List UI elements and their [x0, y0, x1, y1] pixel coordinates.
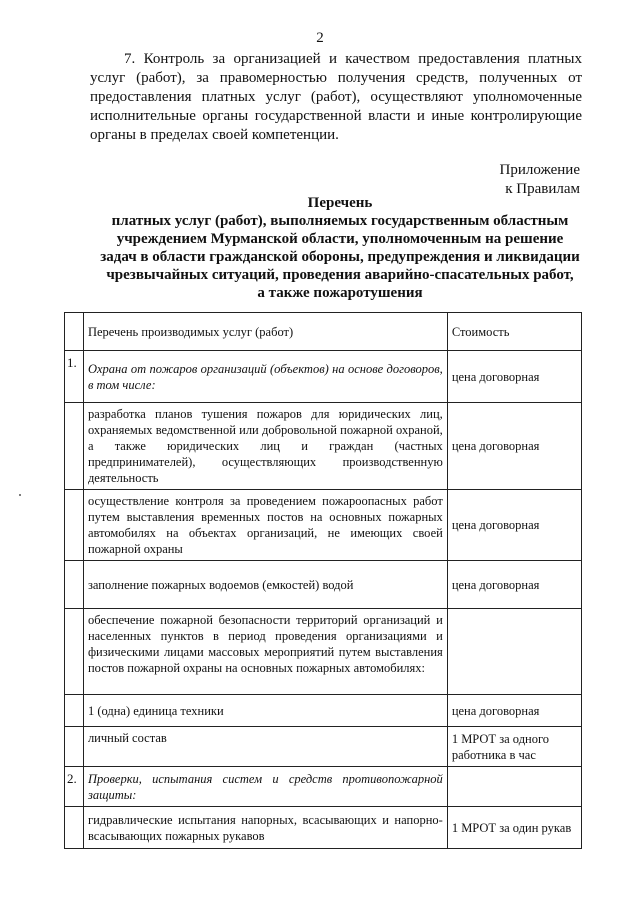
heading-line-2: платных услуг (работ), выполняемых государственным областным	[111, 213, 569, 229]
table-row	[65, 351, 582, 403]
table-row	[65, 767, 582, 807]
row-num-cell: 2.	[65, 767, 84, 807]
table-row	[65, 561, 582, 609]
table-row	[65, 695, 582, 727]
table-row	[65, 490, 582, 561]
table-row	[65, 403, 582, 490]
row-price-cell	[447, 609, 581, 695]
row-service-cell: 1 (одна) единица техники	[83, 695, 447, 727]
row-num-cell: 1.	[65, 351, 84, 403]
row-service-cell: осуществление контроля за проведением пожароопасных работ путем выставления временных постов на основных пожарных автомобилях на объектах организаций, не имеющих своей пожарной охраны	[83, 490, 447, 561]
row-price-cell: цена договорная	[447, 351, 581, 403]
heading-line-6: а также пожаротушения	[257, 285, 423, 301]
list-heading	[60, 194, 620, 302]
heading-line-1: Перечень	[307, 195, 373, 211]
table-row	[65, 609, 582, 695]
header-price-cell: Стоимость	[447, 313, 581, 351]
row-service-cell: обеспечение пожарной безопасности территорий организаций и населенных пунктов в период проведения организациями и физическими лицами массовых мероприятий путем выставления постов пожарной охраны на основных пожарных автомобилях:	[83, 609, 447, 695]
services-table	[64, 312, 582, 849]
table-row	[65, 727, 582, 767]
row-service-cell: гидравлические испытания напорных, всасывающих и напорно-всасывающих пожарных рукавов	[83, 807, 447, 849]
row-num-cell	[65, 403, 84, 490]
header-num-cell	[65, 313, 84, 351]
row-service-cell: Проверки, испытания систем и средств противопожарной защиты:	[83, 767, 447, 807]
paragraph-7: 7. Контроль за организацией и качеством предоставления платных услуг (работ), за правомерностью получения средств, полученных от предоставления платных услуг (работ), осуществляют уполномоченные исполнительные органы государственной власти и иные контролирующие органы в пределах своей компетенции.	[90, 51, 582, 143]
row-num-cell	[65, 695, 84, 727]
row-num-cell	[65, 490, 84, 561]
row-num-cell	[65, 561, 84, 609]
heading-line-5: чрезвычайных ситуаций, проведения аварийно-спасательных работ,	[106, 267, 574, 283]
header-service-cell: Перечень производимых услуг (работ)	[83, 313, 447, 351]
table-header-row	[65, 313, 582, 351]
scan-speck	[19, 494, 21, 496]
heading-line-4: задач в области гражданской обороны, предупреждения и ликвидации	[100, 249, 580, 265]
row-service-cell: личный состав	[83, 727, 447, 767]
row-service-cell: разработка планов тушения пожаров для юридических лиц, охраняемых ведомственной или добровольной пожарной охраной, а также юридических лиц и граждан (частных предпринимателей), осуществляющих производственную деятельность	[83, 403, 447, 490]
row-service-cell: Охрана от пожаров организаций (объектов) на основе договоров, в том числе:	[83, 351, 447, 403]
row-price-cell: 1 МРОТ за одного работника в час	[447, 727, 581, 767]
row-num-cell	[65, 727, 84, 767]
row-num-cell	[65, 609, 84, 695]
table-row	[65, 807, 582, 849]
row-service-cell: заполнение пожарных водоемов (емкостей) водой	[83, 561, 447, 609]
page-number: 2	[316, 30, 324, 46]
appendix-line-1: Приложение	[499, 162, 580, 178]
row-price-cell: цена договорная	[447, 561, 581, 609]
row-price-cell: цена договорная	[447, 490, 581, 561]
row-price-cell: цена договорная	[447, 403, 581, 490]
row-price-cell	[447, 767, 581, 807]
row-num-cell	[65, 807, 84, 849]
appendix-line-2: к Правилам	[505, 181, 580, 197]
row-price-cell: 1 МРОТ за один рукав	[447, 807, 581, 849]
row-price-cell: цена договорная	[447, 695, 581, 727]
heading-line-3: учреждением Мурманской области, уполномоченным на решение	[116, 231, 564, 247]
